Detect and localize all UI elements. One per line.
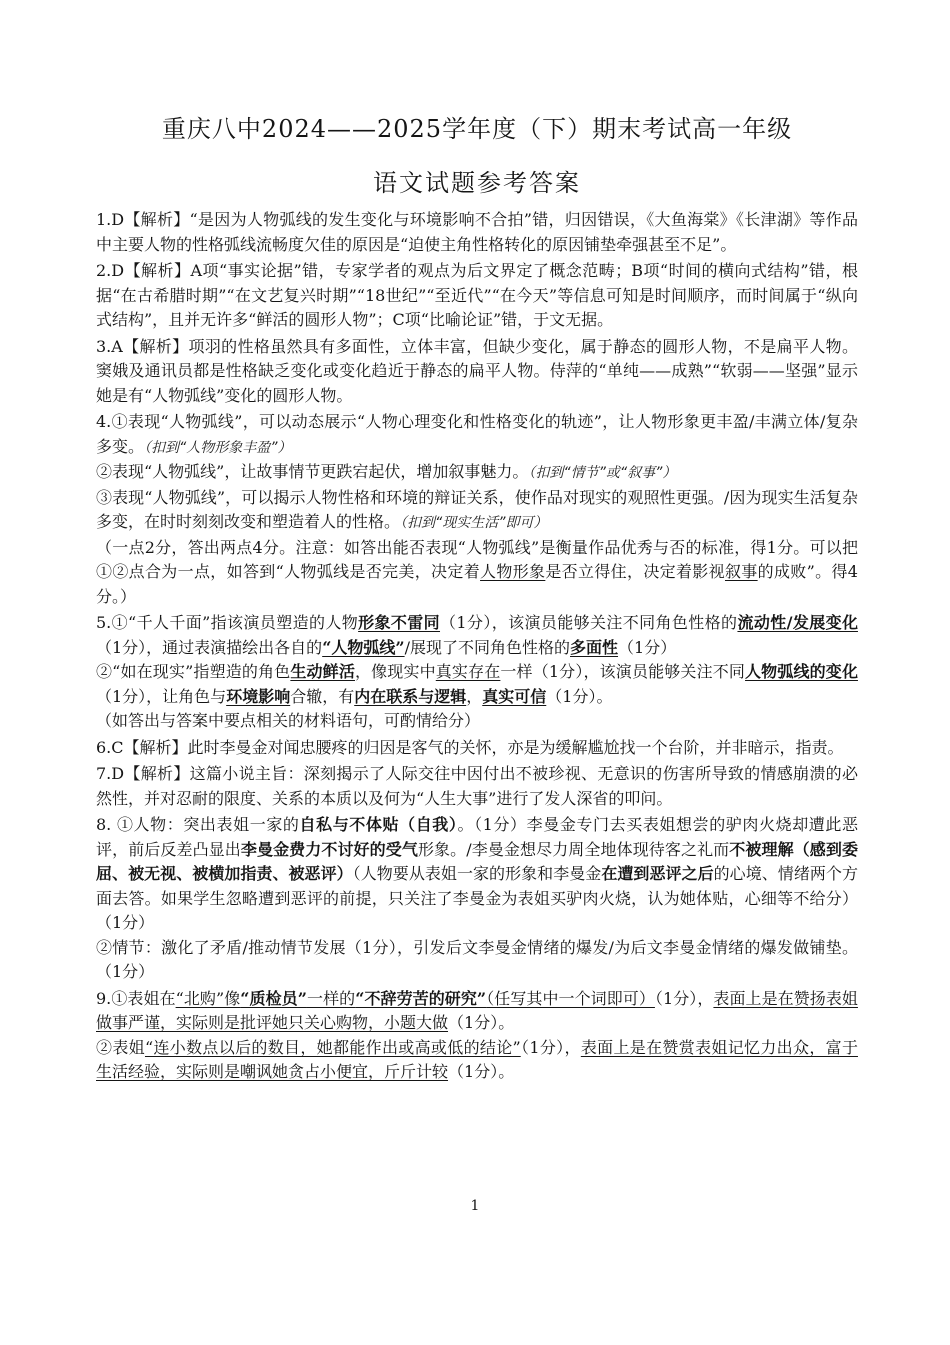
key-point: 形象不雷同 [358, 613, 441, 632]
answer-text: 形象。/李曼金想尽力周全地体现待客之礼而 [417, 839, 730, 859]
answer-6-text: 6.C【解析】此时李曼金对闻忠腰疼的归因是客气的关怀，亦是为缓解尴尬找一个台阶，并非暗示，指责。 [96, 737, 844, 757]
key-point: 自私与不体贴（自我） [299, 815, 458, 834]
answer-2-text: 2.D【解析】A项“事实论据”错，专家学者的观点为后文界定了概念范畴；B项“时间的横向式结构”错，根据“在古希腊时期”“在文艺复兴时期”“18世纪”“至近代”“在今天”等信息可知是时间顺序，而时间属于“纵向式结构”，且并无许多“鲜活的圆形人物”；C项“比喻论证”错，于文无据。 [96, 261, 858, 329]
key-point: 真实存在 [435, 662, 501, 681]
answer-6 [96, 736, 858, 761]
answer-text: （1分）。 [448, 1062, 515, 1081]
answer-2 [96, 259, 858, 333]
scoring-note-text: （一点2分，答出两点4分。注意：如答出能否表现“人物弧线”是衡量作品优秀与否的标准，得1分。可以把①②点合为一点，如答到“人物弧线是否完美，决定着 [96, 537, 858, 581]
answer-text: 5.①“千人千面”指该演员塑造的人物 [96, 613, 359, 632]
page-number: 1 [470, 1198, 480, 1214]
answer-1 [96, 208, 858, 257]
key-point: 真实可信 [482, 686, 547, 706]
quote-part: “北购”像 [175, 988, 241, 1008]
answer-5 [96, 611, 858, 734]
answer-4 [96, 410, 858, 609]
answer-5-note: （如答出与答案中要点相关的材料语句，可酌情给分） [96, 711, 481, 730]
answer-4-point-2-text: ②表现“人物弧线”，让故事情节更跌宕起伏，增加叙事魅力。 [96, 462, 529, 481]
key-point: “不辞劳苦的研究” [355, 988, 487, 1008]
answer-5-point-2 [96, 660, 858, 709]
answer-5-point-1 [96, 611, 858, 660]
answer-1-text: 1.D【解析】“是因为人物弧线的发生变化与环境影响不合拍”错，归因错误，《大鱼海棠》《长津湖》等作品中主要人物的性格弧线流畅度欠佳的原因是“迫使主角性格转化的原因铺垫牵强甚至不足”。 [96, 210, 858, 254]
answer-text: （1分）， [654, 988, 714, 1008]
page-subtitle: 语文试题参考答案 [373, 169, 581, 197]
answer-text: （1分），让角色与 [96, 686, 227, 706]
underlined-phrase: 表面上是在赞扬表姐做事严谨，实际则是批评她只关心购物，小题大做 [96, 988, 858, 1032]
underlined-quote [176, 989, 655, 1008]
answer-4-point-3-text: ③表现“人物弧线”，可以揭示人物性格和环境的辩证关系，使作品对现实的观照性更强。/因为现实生活复杂多变，在时时刻刻改变和塑造着人的性格。 [96, 487, 858, 531]
answer-text: （1分）， [520, 1037, 581, 1057]
answer-text: 。（1分）李曼金专门去买表姐想尝的驴肉火烧却遭此恶评，前后反差凸显出 [96, 815, 858, 859]
key-point: 不被理解（感到委屈、被无视、被横加指责、被恶评） [96, 839, 858, 883]
answer-4-scoring-note [96, 536, 858, 610]
answer-text: 一样（1分），该演员能够关注不同 [500, 662, 746, 681]
underlined-quote: “连小数点以后的数目，她都能作出或高或低的结论” [144, 1037, 521, 1057]
key-point: 李曼金费力不讨好的受气 [240, 839, 418, 859]
answer-9-point-2 [96, 1036, 858, 1085]
quote-part: （任写其中一个词即可） [486, 988, 655, 1008]
answer-4-point-1 [96, 410, 858, 460]
answer-text: （1分） [618, 637, 677, 657]
answer-8 [96, 813, 858, 985]
answer-text: ②表姐 [96, 1037, 145, 1057]
underlined-phrase: 表面上是在赞赏表姐记忆力出众，富于生活经验，实际则是嘲讽她贪占小便宜，斤斤计较 [96, 1037, 858, 1081]
key-point: “人物弧线” [322, 637, 405, 657]
answer-4-point-3 [96, 486, 858, 536]
key-point: 在遭到恶评之后 [601, 864, 714, 883]
key-point: 环境影响 [226, 686, 291, 706]
answer-9-point-1 [96, 987, 858, 1036]
scoring-note-text: 是否立得住，决定着影视 [545, 562, 725, 581]
key-point: 生动鲜活 [290, 662, 355, 681]
answer-text: 的心境、情绪两个方面去答。如果学生忽略遭到恶评的前提，只关注了李曼金为表姐买驴肉火烧，认为她体贴，心细等不给分）（1分） [96, 864, 858, 932]
underlined-phrase: 叙事 [724, 562, 758, 581]
answer-text: ， [466, 686, 483, 706]
answer-text: 9.①表姐在 [96, 988, 176, 1008]
handwritten-note: （扣到“现实生活”即可） [400, 515, 548, 531]
answer-text: 合辙，有 [290, 686, 355, 706]
handwritten-note: （扣到“人物形象丰盈”） [144, 439, 292, 456]
answer-8-point-1 [96, 813, 858, 936]
answer-7-text: 7.D【解析】这篇小说主旨：深刻揭示了人际交往中因付出不被珍视、无意识的伤害所导致的情感崩溃的必然性，并对忍耐的限度、关系的本质以及何为“人生大事”进行了发人深省的叩问。 [96, 764, 858, 808]
answer-4-point-1-text: 4.①表现“人物弧线”，可以动态展示“人物心理变化和性格变化的轨迹”，让人物形象更丰盈/丰满立体/复杂多变。 [96, 412, 858, 456]
key-point: 流动性/发展变化 [737, 613, 858, 632]
answer-8-point-2: ②情节：激化了矛盾/推动情节发展（1分），引发后文李曼金情绪的爆发/为后文李曼金情绪的爆发做铺垫。（1分） [96, 937, 858, 981]
answer-text: （1分）。 [448, 1013, 515, 1032]
answer-3-text: 3.A【解析】项羽的性格虽然具有多面性，立体丰富，但缺少变化，属于静态的圆形人物，不是扁平人物。窦娥及通讯员都是性格缺乏变化或变化趋近于静态的扁平人物。侍萍的“单纯——成熟”“软弱——坚强”显示她是有“人物弧线”变化的圆形人物。 [96, 336, 858, 405]
answer-text: ②“如在现实”指塑造的角色 [96, 662, 291, 681]
underlined-phrase: 人物形象 [480, 562, 546, 581]
answer-text: （1分）。 [546, 686, 613, 706]
answer-9 [96, 987, 858, 1085]
key-point: 人物弧线的变化 [745, 662, 858, 681]
answer-4-point-2 [96, 460, 858, 486]
key-point: 多面性 [570, 637, 619, 657]
key-point: 内在联系与逻辑 [354, 686, 467, 706]
handwritten-note: （扣到“情节”或“叙事”） [528, 465, 677, 481]
answer-7 [96, 762, 858, 811]
answer-text: 8. ①人物：突出表姐一家的 [96, 815, 300, 834]
answer-text: （1分），通过表演描绘出各自的 [96, 637, 323, 657]
page-title: 重庆八中2024——2025学年度（下）期末考试高一年级 [161, 115, 793, 143]
answer-text: ，像现实中 [354, 662, 436, 681]
answer-3 [96, 335, 858, 409]
quote-part: 一样的 [306, 988, 356, 1008]
answer-text: （人物要从表姐一家的形象和李曼金 [352, 864, 602, 883]
scoring-note-text: 的成败”。得4分。） [96, 562, 858, 606]
answer-text: /展现了不同角色性格的 [404, 637, 571, 657]
answer-text: （1分），该演员能够关注不同角色性格的 [440, 613, 738, 632]
key-point: “质检员” [240, 988, 307, 1008]
